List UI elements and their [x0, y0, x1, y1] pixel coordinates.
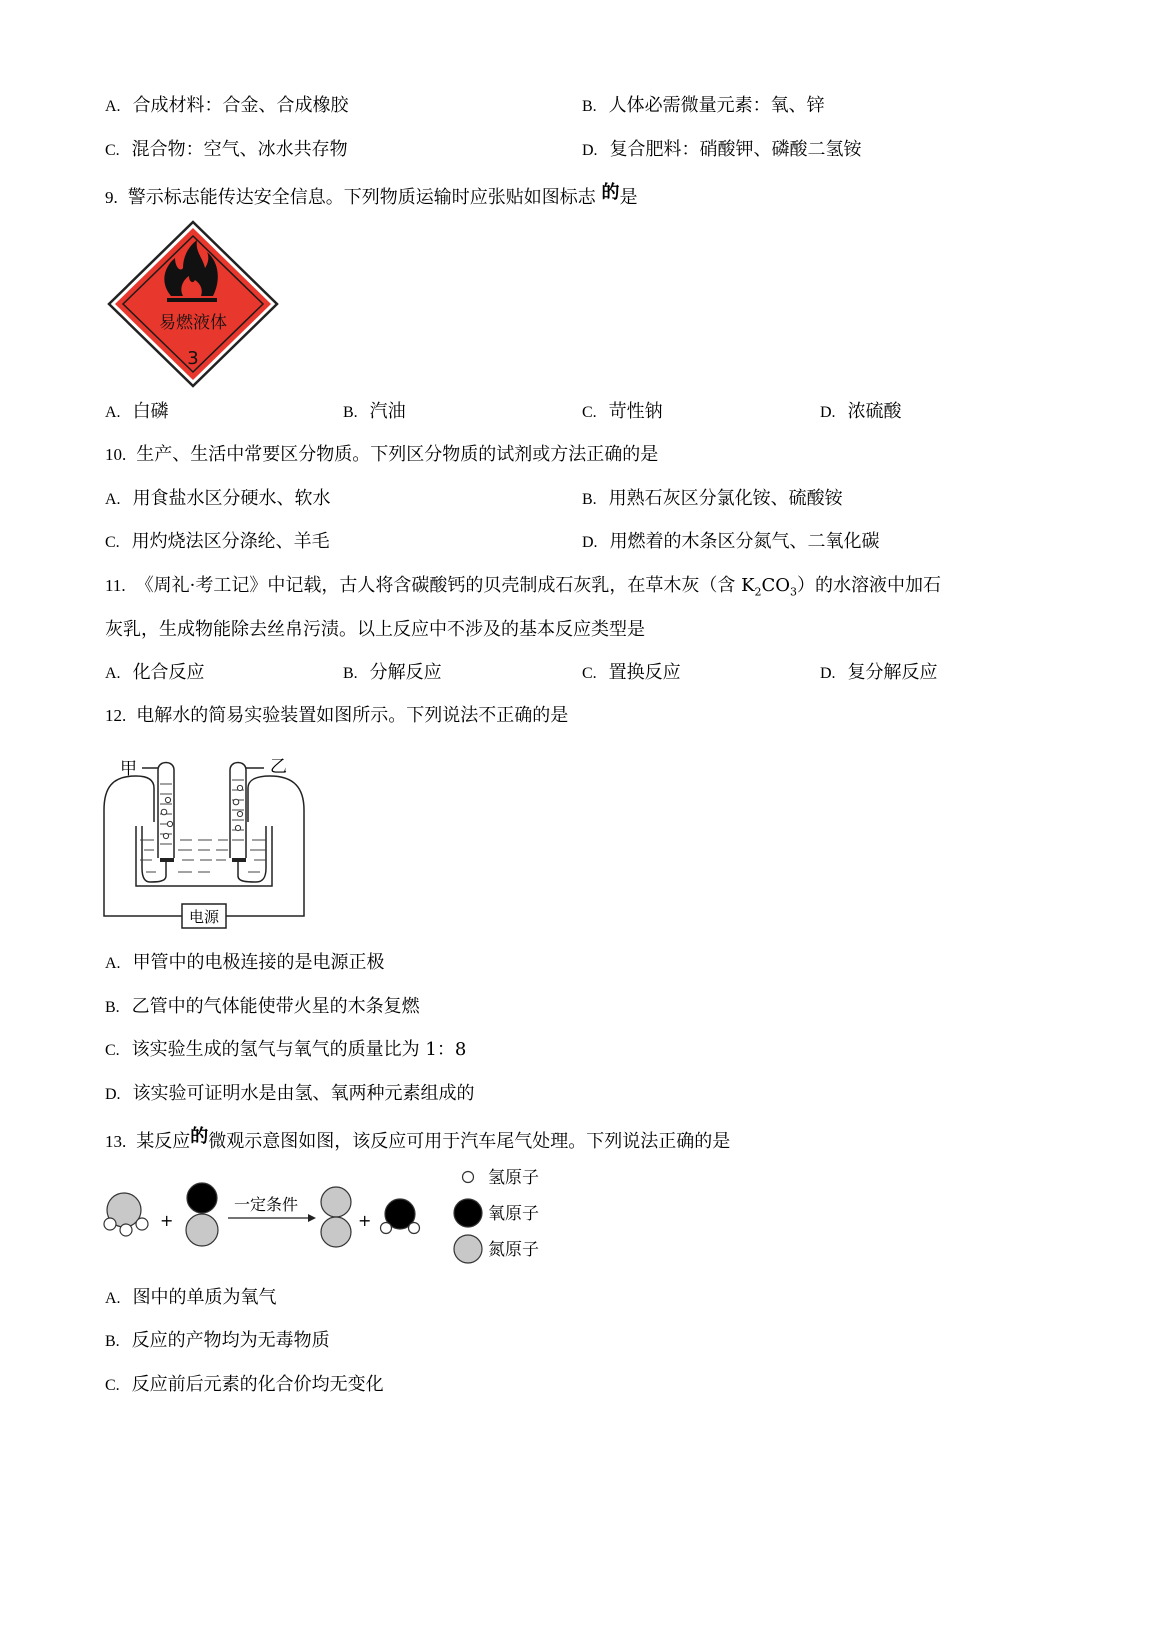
ammonia-molecule	[104, 1193, 148, 1236]
q13-stem: 13. 某反应的微观示意图如图，该反应可用于汽车尾气处理。下列说法正确的是	[105, 1126, 731, 1152]
q8-option-b: B. 人体必需微量元素：氧、锌	[582, 95, 825, 116]
legend	[454, 1172, 482, 1264]
q10-stem: 10. 生产、生活中常要区分物质。下列区分物质的试剂或方法正确的是	[105, 444, 659, 465]
tube-jia-label: 甲	[120, 759, 137, 779]
q12-option-c: C. 该实验生成的氢气与氧气的质量比为 1：8	[105, 1039, 467, 1060]
q9-option-a: A. 白磷	[105, 401, 169, 422]
q12-stem: 12. 电解水的简易实验装置如图所示。下列说法不正确的是	[105, 705, 569, 726]
plus-sign-2: +	[358, 1211, 372, 1230]
q10-option-b: B. 用熟石灰区分氯化铵、硫酸铵	[582, 488, 843, 509]
q8-option-d: D. 复合肥料：硝酸钾、磷酸二氢铵	[582, 139, 862, 160]
q11-option-a: A. 化合反应	[105, 662, 205, 683]
q12-option-b: B. 乙管中的气体能使带火星的木条复燃	[105, 996, 420, 1017]
power-source-label: 电源	[188, 908, 220, 926]
q9-option-d: D. 浓硫酸	[820, 401, 902, 422]
nitrogen-atom-legend-icon	[454, 1235, 482, 1263]
nitrogen-molecule	[321, 1187, 351, 1247]
sign-number: 3	[187, 348, 199, 369]
q9-stem: 9. 警示标志能传达安全信息。下列物质运输时应张贴如图标志 的是	[105, 182, 638, 208]
flammable-liquid-sign	[105, 218, 281, 390]
legend-hydrogen-label: 氢原子	[488, 1168, 539, 1188]
oxygen-atom-legend-icon	[454, 1199, 482, 1227]
q10-option-a: A. 用食盐水区分硬水、软水	[105, 488, 331, 509]
q11-option-d: D. 复分解反应	[820, 662, 938, 683]
q13-option-b: B. 反应的产物均为无毒物质	[105, 1330, 330, 1351]
q12-option-d: D. 该实验可证明水是由氢、氧两种元素组成的	[105, 1083, 475, 1104]
q9-option-b: B. 汽油	[343, 401, 406, 422]
reaction-arrow	[228, 1214, 316, 1222]
q13-option-a: A. 图中的单质为氧气	[105, 1287, 277, 1308]
q10-option-d: D. 用燃着的木条区分氮气、二氧化碳	[582, 531, 880, 552]
q11-option-b: B. 分解反应	[343, 662, 442, 683]
reaction-condition: 一定条件	[233, 1195, 299, 1214]
q10-option-c: C. 用灼烧法区分涤纶、羊毛	[105, 531, 330, 552]
electrolysis-apparatus-diagram	[98, 740, 314, 936]
plus-sign-1: +	[160, 1211, 174, 1230]
q8-option-c: C. 混合物：空气、冰水共存物	[105, 139, 348, 160]
hydrogen-atom-legend-icon	[463, 1172, 474, 1183]
tube-yi-label: 乙	[270, 757, 287, 777]
water-molecule	[381, 1199, 420, 1234]
sign-text: 易燃液体	[159, 313, 227, 333]
q9-option-c: C. 苛性钠	[582, 401, 663, 422]
q8-option-a: A. 合成材料：合金、合成橡胶	[105, 95, 349, 116]
q11-stem-line1: 11. 《周礼·考工记》中记载，古人将含碳酸钙的贝壳制成石灰乳，在草木灰（含 $K_2CO_3$）的水溶液中加石	[105, 575, 942, 599]
q11-option-c: C. 置换反应	[582, 662, 681, 683]
nitric-oxide-molecule	[186, 1183, 218, 1246]
q13-option-c: C. 反应前后元素的化合价均无变化	[105, 1374, 384, 1395]
q11-stem-line2: 灰乳，生成物能除去丝帛污渍。以上反应中不涉及的基本反应类型是	[105, 619, 645, 640]
q12-option-a: A. 甲管中的电极连接的是电源正极	[105, 952, 385, 973]
legend-oxygen-label: 氧原子	[488, 1204, 539, 1224]
reaction-micro-diagram	[98, 1162, 558, 1270]
legend-nitrogen-label: 氮原子	[488, 1240, 539, 1260]
